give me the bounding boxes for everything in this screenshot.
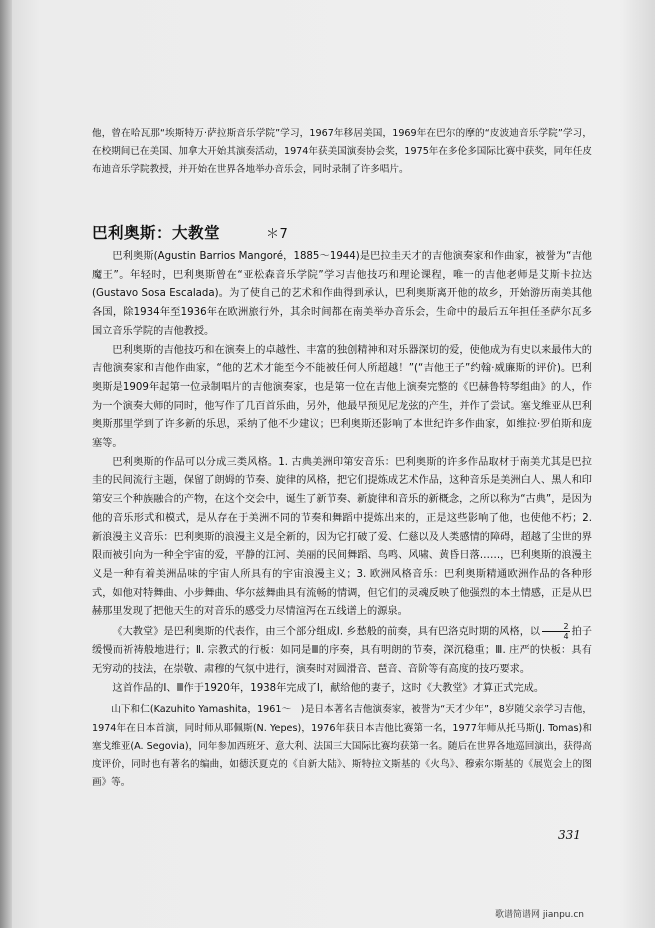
body-block: [92, 248, 592, 792]
page-number: 331: [558, 828, 581, 842]
section-title: 巴利奥斯：大教堂: [92, 224, 221, 242]
paragraph-barrios-styles: 巴利奥斯的作品可以分成三类风格。1. 古典美洲印第安音乐：巴利奥斯的许多作品取材于南美尤其是巴拉圭的民间流行主题，保留了朗姆的节奏、旋律的风格，把它们提炼成艺术作品，这种音乐是美洲白人、黑人和印第安三个种族融合的产物，在这个交会中，诞生了新节奏、新旋律和音乐的新概念，之所以称为“古典”，是因为他的音乐形式和模式，是从存在于美洲不同的节奏和舞蹈中提炼出来的，正是这些影响了他，也使他不朽；2. 新浪漫主义音乐：巴利奥斯的浪漫主义是全新的，因为它打破了爱、仁慈以及人类感情的障碍，超越了尘世的界限而被引向为一种全宇宙的爱，平静的江河、美丽的民间舞蹈、鸟鸣、风啸、黄昏日落……，巴利奥斯的浪漫主义是一种有着美洲品味的宇宙人所具有的宇宙浪漫主义；3. 欧洲风格音乐：巴利奥斯精通欧洲作品的各种形式，如他对特舞曲、小步舞曲、华尔兹舞曲具有流畅的情调，但它们的灵魂反映了他强烈的本土情感，正是从巴赫那里发现了把他天生的对音乐的感受力尽情渲泻在五线谱上的源泉。: [92, 456, 592, 618]
paragraph-yamashita: 山下和仁(Kazuhito Yamashita，1961～ )是日本著名吉他演奏家，被誉为“天才少年”，8岁随父亲学习吉他，1974年在日本首演，同时师从耶佩斯(N. Yepes)，1976年获日本吉他比赛第一名，1977年师从托马斯(J. Tomas)和塞戈维亚(A. Segovia)，同年参加西班牙、意大利、法国三大国际比赛均获第一名。随后在世界各地巡回演出，获得高度评价，同时也有著名的编曲，如德沃夏克的《自新大陆》、斯特拉文斯基的《火鸟》、穆索尔斯基的《展览会上的图画》等。: [92, 704, 592, 789]
section-heading: [92, 221, 392, 243]
watermark-text: 歌谱简谱网 jianpu.cn: [495, 910, 585, 920]
cathedral-text-start: 《大教堂》是巴利奥斯的代表作，由三个部分组成Ⅰ. 乡愁般的前奏，具有巴洛克时期的风格，以: [112, 626, 541, 638]
cathedral-text-end: 拍子缓慢而祈祷般地进行；Ⅱ. 宗教式的行板：如同是Ⅲ的序奏，具有明朗的节奏，深沉稳重；Ⅲ. 庄严的快板：具有无穷动的技法，在崇敬、肃穆的气氛中进行，演奏时对圆滑音、琶音、音阶等有高度的技巧要求。: [92, 626, 592, 675]
paragraph-cathedral: [92, 622, 592, 680]
section-mark: ＊7: [266, 227, 289, 242]
time-signature-fraction: [542, 622, 569, 641]
paragraph-barrios-bio: 巴利奥斯(Agustin Barrios Mangoré，1885～1944)是巴拉圭天才的吉他演奏家和作曲家，被誉为“吉他魔王”。年轻时，巴利奥斯曾在“亚松森音乐学院”学习吉他技巧和理论课程，唯一的吉他老师是艾斯卡拉达(Gustavo Sosa Escalada)。为了使自己的艺术和作曲得到承认，巴利奥斯离开他的故乡，开始游历南美其他各国，除1934年至1936年在欧洲旅行外，其余时间都在南美举办音乐会，生命中的最后五年担任圣萨尔瓦多国立音乐学院的吉他教授。: [92, 251, 592, 337]
book-binding-shadow: [0, 0, 12, 928]
paragraph-barrios-technique: 巴利奥斯的吉他技巧和在演奏上的卓越性、丰富的独创精神和对乐器深切的爱，使他成为有史以来最伟大的吉他演奏家和吉他作曲家，“他的艺术才能至今不能被任何人所超越！”(“吉他王子”约翰·威廉斯的评价)。巴利奥斯是1909年起第一位录制唱片的吉他演奏家，也是第一位在吉他上演奏完整的《巴赫鲁特琴组曲》的人，作为一个演奏大师的同时，他写作了几百首乐曲，另外，他最早预见尼龙弦的产生，并作了尝试。塞戈维亚从巴利奥斯那里学到了许多新的乐思，采纳了他不少建议；巴利奥斯还影响了本世纪许多作曲家，如维拉·罗伯斯和庞塞等。: [92, 344, 592, 450]
fraction-denominator: 4: [563, 632, 569, 642]
paragraph-cathedral-dates: 这首作品的Ⅰ、Ⅲ作于1920年，1938年完成了Ⅰ，献给他的妻子，这时《大教堂》才算正式完成。: [112, 682, 545, 694]
intro-block: [92, 125, 592, 180]
fraction-numerator: 2: [542, 622, 569, 632]
intro-paragraph: 他，曾在哈瓦那“埃斯特万·萨拉斯音乐学院”学习，1967年移居美国，1969年在巴尔的摩的“皮波迪音乐学院”学习，在校期间已在美国、加拿大开始其演奏活动，1974年获美国演奏协会奖，1975年在多伦多国际比赛中获奖，同年任皮布迪音乐学院教授，并开始在世界各地举办音乐会，同时录制了许多唱片。: [92, 128, 592, 176]
